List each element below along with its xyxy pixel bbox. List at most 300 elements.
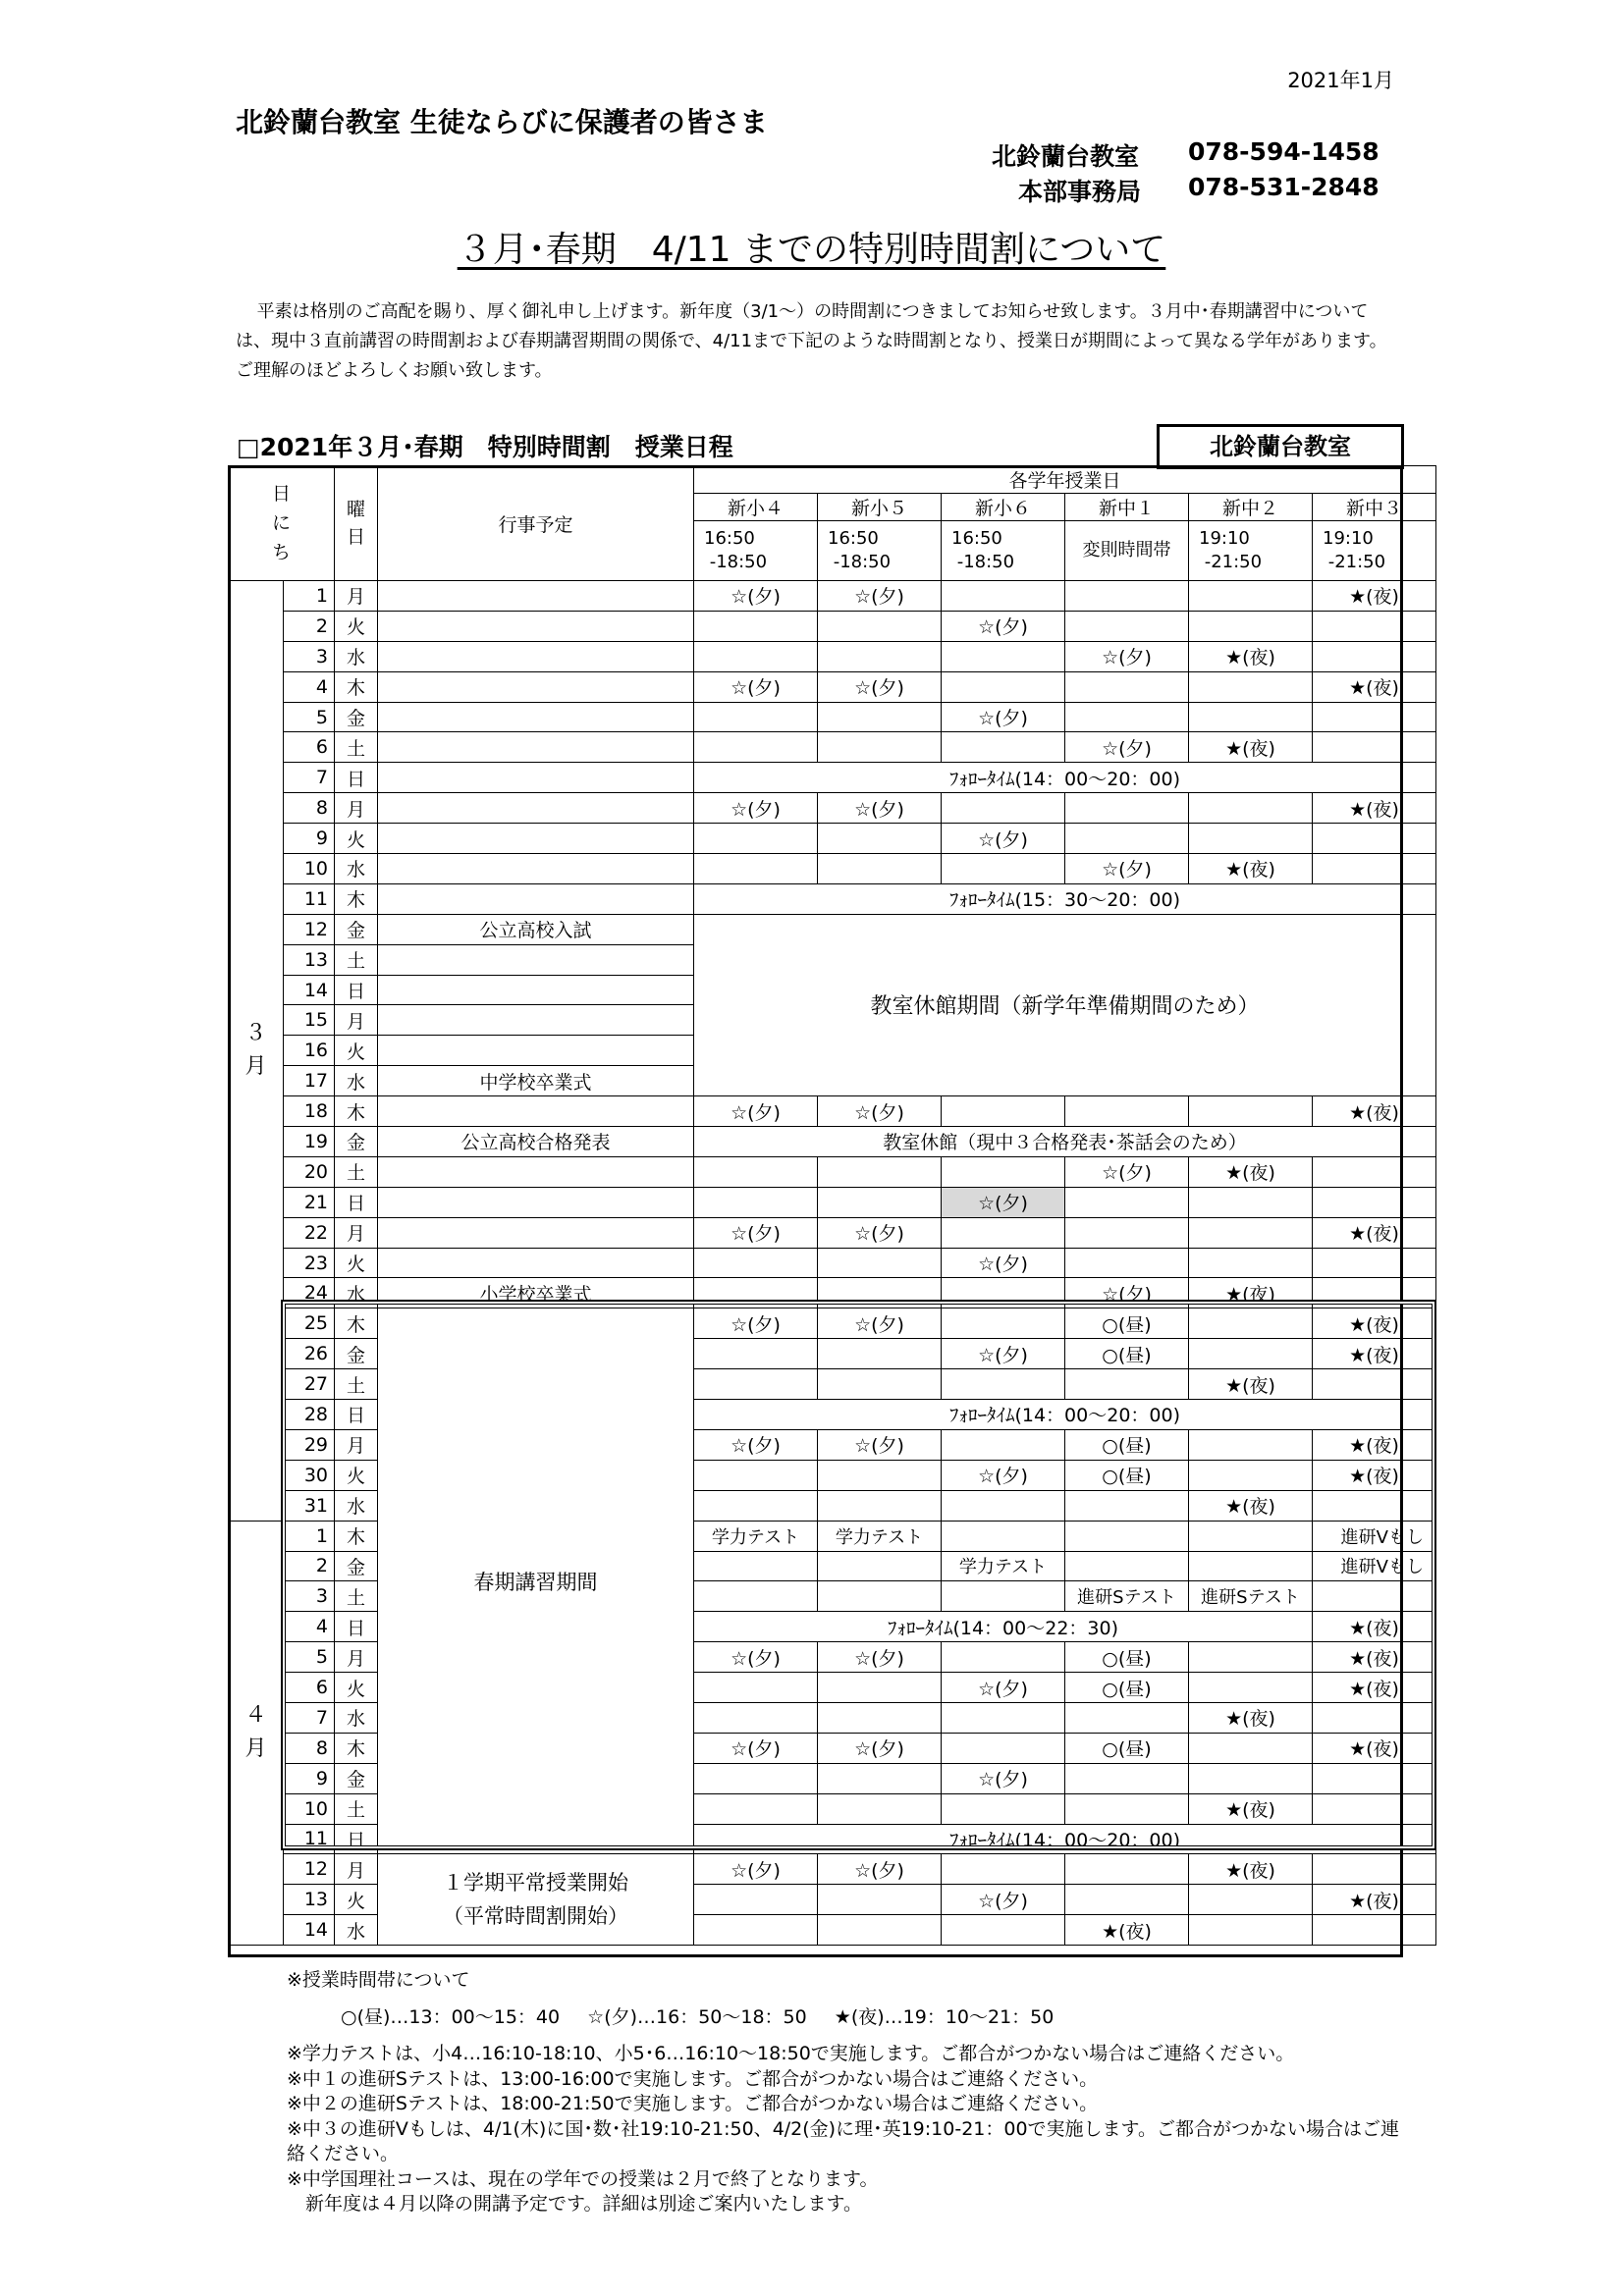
class-cell: ☆(夕)	[942, 1763, 1065, 1793]
weekday: 水	[335, 1278, 378, 1308]
class-cell: 進研Vもし	[1313, 1521, 1436, 1551]
contact-tel: 078-594-1458	[1188, 137, 1380, 166]
weekday: 金	[335, 914, 378, 944]
class-cell: ☆(夕)	[1065, 1156, 1189, 1187]
class-cell: ☆(夕)	[694, 671, 818, 702]
class-cell	[694, 824, 818, 854]
class-cell: ○(昼)	[1065, 1673, 1189, 1703]
class-cell	[818, 1793, 942, 1824]
class-cell	[818, 1248, 942, 1278]
day-number: 9	[284, 1763, 335, 1793]
day-number: 3	[284, 1581, 335, 1612]
note-line: ※中３の進研Vもしは、4/1(木)に国･数･社19:10-21:50、4/2(金)に理･英19:10-21：00で実施します。ご都合がつかない場合はご連絡ください。	[287, 2117, 1400, 2164]
event-cell	[378, 975, 694, 1005]
weekday: 木	[335, 1308, 378, 1339]
class-cell: 進研Sテスト	[1189, 1581, 1313, 1612]
class-cell: ☆(夕)	[942, 1187, 1065, 1217]
day-number: 14	[284, 975, 335, 1005]
class-cell: ★(夜)	[1313, 1460, 1436, 1490]
month-march: ３ 月	[229, 581, 284, 1522]
class-cell	[942, 1854, 1065, 1885]
event-cell	[378, 793, 694, 824]
class-cell	[1313, 1702, 1436, 1733]
event-cell	[378, 1096, 694, 1127]
weekday: 月	[335, 793, 378, 824]
note-time-title: ※授業時間帯について	[287, 1969, 470, 1991]
weekday: 月	[335, 1005, 378, 1036]
class-cell	[818, 824, 942, 854]
day-number: 12	[284, 1854, 335, 1885]
day-number: 1	[284, 581, 335, 612]
header-time: 変則時間帯	[1065, 521, 1189, 581]
class-cell: ☆(夕)	[942, 1673, 1065, 1703]
class-cell	[1189, 1885, 1313, 1915]
table-row	[229, 793, 1436, 824]
weekday: 月	[335, 1217, 378, 1248]
day-number: 4	[284, 1612, 335, 1642]
class-cell: ○(昼)	[1065, 1339, 1189, 1369]
weekday: 金	[335, 1763, 378, 1793]
class-cell: ☆(夕)	[818, 671, 942, 702]
class-cell: ☆(夕)	[694, 1733, 818, 1763]
weekday: 火	[335, 1885, 378, 1915]
weekday: 火	[335, 824, 378, 854]
class-cell	[942, 1915, 1065, 1946]
class-cell: ☆(夕)	[818, 1217, 942, 1248]
class-cell	[1065, 1096, 1189, 1127]
day-number: 3	[284, 641, 335, 671]
class-cell	[1313, 824, 1436, 854]
class-cell	[694, 641, 818, 671]
day-number: 25	[284, 1308, 335, 1339]
event-cell	[378, 824, 694, 854]
day-number: 5	[284, 1642, 335, 1673]
day-number: 21	[284, 1187, 335, 1217]
note-line: ※中２の進研Sテストは、18:00-21:50で実施します。ご都合がつかない場合はご連絡ください。	[287, 2093, 1099, 2114]
day-number: 17	[284, 1066, 335, 1096]
class-cell	[694, 854, 818, 884]
class-cell	[942, 1702, 1065, 1733]
event-cell	[378, 883, 694, 914]
event-cell	[378, 1187, 694, 1217]
weekday: 水	[335, 1066, 378, 1096]
weekday: 月	[335, 1854, 378, 1885]
class-cell	[1189, 1763, 1313, 1793]
closed-period: 教室休館期間（新学年準備期間のため）	[694, 914, 1436, 1095]
class-cell	[1189, 1460, 1313, 1490]
class-cell: 進研Vもし	[1313, 1551, 1436, 1581]
class-cell: ☆(夕)	[818, 1096, 942, 1127]
day-number: 13	[284, 944, 335, 975]
contact-tel: 078-531-2848	[1188, 173, 1380, 201]
event-cell	[378, 1248, 694, 1278]
class-cell: 進研Sテスト	[1065, 1581, 1189, 1612]
table-row	[229, 671, 1436, 702]
class-cell	[1313, 641, 1436, 671]
day-number: 8	[284, 793, 335, 824]
class-cell	[1189, 1915, 1313, 1946]
class-cell	[1065, 1702, 1189, 1733]
event-cell: 小学校卒業式	[378, 1278, 694, 1308]
class-cell	[1065, 793, 1189, 824]
day-number: 19	[284, 1127, 335, 1157]
class-cell	[1065, 581, 1189, 612]
class-cell	[818, 1369, 942, 1400]
header-grade: 新中１	[1065, 494, 1189, 521]
class-cell	[1065, 1793, 1189, 1824]
class-cell: ★(夜)	[1313, 671, 1436, 702]
class-cell: ☆(夕)	[942, 1460, 1065, 1490]
class-cell	[942, 854, 1065, 884]
table-row	[229, 1217, 1436, 1248]
class-cell: ★(夜)	[1189, 1156, 1313, 1187]
day-number: 10	[284, 1793, 335, 1824]
class-cell	[818, 1187, 942, 1217]
class-cell	[1313, 732, 1436, 763]
class-cell: ★(夜)	[1313, 1429, 1436, 1460]
class-cell: ☆(夕)	[1065, 1278, 1189, 1308]
class-cell: ★(夜)	[1313, 1673, 1436, 1703]
day-number: 7	[284, 1702, 335, 1733]
table-row	[229, 611, 1436, 641]
class-cell	[694, 1248, 818, 1278]
time-slot-list	[287, 2005, 1406, 2031]
intro-text: 平素は格別のご高配を賜り、厚く御礼申し上げます。新年度（3/1～）の時間割につきましてお知らせ致します。３月中･春期講習中については、現中３直前講習の時間割および春期講習期間の関係で、4/11まで下記のような時間割となり、授業日が期間によって異なる学年があります。ご理解のほどよろしくお願い致します。	[236, 301, 1387, 381]
class-cell	[942, 1642, 1065, 1673]
class-cell	[942, 1278, 1065, 1308]
table-row	[229, 1248, 1436, 1278]
class-cell	[1065, 671, 1189, 702]
class-cell: ☆(夕)	[694, 1217, 818, 1248]
class-cell: ★(夜)	[1065, 1915, 1189, 1946]
event-cell	[378, 854, 694, 884]
header-time: 16:50 -18:50	[818, 521, 942, 581]
class-cell	[818, 1581, 942, 1612]
class-cell: ☆(夕)	[694, 1429, 818, 1460]
weekday: 日	[335, 975, 378, 1005]
day-number: 16	[284, 1036, 335, 1066]
contact-classroom	[992, 137, 1380, 173]
class-cell: ★(夜)	[1189, 732, 1313, 763]
class-cell	[1313, 854, 1436, 884]
day-number: 22	[284, 1217, 335, 1248]
class-cell: ☆(夕)	[694, 1642, 818, 1673]
header-time: 19:10 -21:50	[1313, 521, 1436, 581]
contact-label: 北鈴蘭台教室	[992, 142, 1140, 171]
class-cell: 学力テスト	[942, 1551, 1065, 1581]
class-cell	[1065, 1551, 1189, 1581]
class-cell	[1065, 1217, 1189, 1248]
day-number: 24	[284, 1278, 335, 1308]
class-cell	[818, 611, 942, 641]
span-note: ﾌｫﾛｰﾀｲﾑ(14：00～20：00)	[694, 1824, 1436, 1854]
class-cell: ★(夜)	[1313, 581, 1436, 612]
class-cell	[1189, 671, 1313, 702]
event-cell	[378, 581, 694, 612]
event-cell: 中学校卒業式	[378, 1066, 694, 1096]
header-time: 16:50 -18:50	[942, 521, 1065, 581]
header-weekday: 曜 日	[335, 466, 378, 581]
span-note: ﾌｫﾛｰﾀｲﾑ(15：30～20：00)	[694, 883, 1436, 914]
class-cell	[1189, 1248, 1313, 1278]
table-row	[229, 1096, 1436, 1127]
class-cell	[818, 1885, 942, 1915]
class-cell: ☆(夕)	[942, 611, 1065, 641]
header-grade: 新中３	[1313, 494, 1436, 521]
class-cell: ★(夜)	[1313, 1733, 1436, 1763]
day-number: 29	[284, 1429, 335, 1460]
class-cell	[942, 1733, 1065, 1763]
class-cell	[1313, 1581, 1436, 1612]
table-row	[229, 641, 1436, 671]
weekday: 火	[335, 1673, 378, 1703]
schedule-table	[228, 465, 1436, 1946]
class-cell	[942, 641, 1065, 671]
contact-label: 本部事務局	[1018, 178, 1142, 206]
class-cell	[818, 1278, 942, 1308]
class-cell	[1065, 702, 1189, 732]
weekday: 金	[335, 1127, 378, 1157]
class-cell	[1313, 1369, 1436, 1400]
class-cell	[1189, 1096, 1313, 1127]
header-grade: 新小５	[818, 494, 942, 521]
schedule-title: □2021年３月･春期 特別時間割 授業日程	[237, 433, 733, 461]
weekday: 金	[335, 702, 378, 732]
class-cell	[942, 1156, 1065, 1187]
weekday: 日	[335, 1612, 378, 1642]
class-cell: ☆(夕)	[818, 1733, 942, 1763]
class-cell	[1313, 1763, 1436, 1793]
class-cell	[1189, 1339, 1313, 1369]
class-cell	[694, 1187, 818, 1217]
class-cell	[942, 1429, 1065, 1460]
header-grades-caption: 各学年授業日	[694, 466, 1436, 494]
time-slot: ○(昼)…13：00～15：40	[341, 2005, 561, 2028]
class-cell	[818, 1763, 942, 1793]
day-number: 30	[284, 1460, 335, 1490]
day-number: 7	[284, 763, 335, 793]
weekday: 土	[335, 732, 378, 763]
class-cell	[818, 1915, 942, 1946]
weekday: 水	[335, 641, 378, 671]
weekday: 木	[335, 883, 378, 914]
class-cell: ○(昼)	[1065, 1429, 1189, 1460]
weekday: 土	[335, 1369, 378, 1400]
note-line: ※中１の進研Sテストは、13:00-16:00で実施します。ご都合がつかない場合はご連絡ください。	[287, 2067, 1099, 2090]
weekday: 火	[335, 1248, 378, 1278]
day-number: 6	[284, 1673, 335, 1703]
class-cell	[1189, 1733, 1313, 1763]
class-cell	[1065, 1369, 1189, 1400]
class-cell	[1189, 581, 1313, 612]
class-cell	[694, 1763, 818, 1793]
class-cell: ★(夜)	[1189, 1278, 1313, 1308]
class-cell	[1313, 1278, 1436, 1308]
class-cell	[818, 1551, 942, 1581]
weekday: 木	[335, 1096, 378, 1127]
class-cell: ★(夜)	[1313, 1885, 1436, 1915]
class-cell	[694, 1339, 818, 1369]
day-number: 8	[284, 1733, 335, 1763]
table-row	[229, 1308, 1436, 1339]
class-cell	[1189, 1521, 1313, 1551]
event-cell	[378, 611, 694, 641]
event-cell: 公立高校合格発表	[378, 1127, 694, 1157]
greeting: 北鈴蘭台教室 生徒ならびに保護者の皆さま	[236, 106, 768, 138]
class-cell	[942, 1581, 1065, 1612]
class-cell: ☆(夕)	[942, 702, 1065, 732]
class-cell: ★(夜)	[1189, 641, 1313, 671]
weekday: 日	[335, 763, 378, 793]
day-number: 20	[284, 1156, 335, 1187]
class-cell: ★(夜)	[1189, 1793, 1313, 1824]
page-title: ３月･春期 4/11 までの特別時間割について	[457, 230, 1166, 270]
day-number: 15	[284, 1005, 335, 1036]
table-row	[229, 854, 1436, 884]
span-note: ﾌｫﾛｰﾀｲﾑ(14：00～20：00)	[694, 1400, 1436, 1430]
class-cell: ★(夜)	[1313, 1642, 1436, 1673]
table-row	[229, 914, 1436, 944]
header-grade: 新小６	[942, 494, 1065, 521]
class-cell: ☆(夕)	[694, 1096, 818, 1127]
class-cell	[818, 1702, 942, 1733]
class-cell	[818, 732, 942, 763]
weekday: 日	[335, 1400, 378, 1430]
class-cell: ☆(夕)	[694, 1308, 818, 1339]
class-cell: ☆(夕)	[1065, 732, 1189, 763]
class-cell	[694, 1278, 818, 1308]
class-cell	[1189, 1673, 1313, 1703]
notes	[287, 1968, 1406, 2217]
class-cell	[942, 1369, 1065, 1400]
event-cell	[378, 1217, 694, 1248]
class-cell: ☆(夕)	[818, 793, 942, 824]
class-cell: ☆(夕)	[942, 1885, 1065, 1915]
weekday: 月	[335, 1429, 378, 1460]
class-cell	[694, 1702, 818, 1733]
weekday: 日	[335, 1824, 378, 1854]
class-cell: ☆(夕)	[694, 793, 818, 824]
header-events: 行事予定	[378, 466, 694, 581]
weekday: 土	[335, 1793, 378, 1824]
day-number: 1	[284, 1521, 335, 1551]
event-cell	[378, 944, 694, 975]
class-cell: ★(夜)	[1189, 1369, 1313, 1400]
class-cell	[694, 1581, 818, 1612]
issue-date: 2021年1月	[1287, 69, 1394, 92]
class-cell	[694, 1793, 818, 1824]
class-cell: ☆(夕)	[694, 1854, 818, 1885]
day-number: 28	[284, 1400, 335, 1430]
day-number: 6	[284, 732, 335, 763]
weekday: 火	[335, 1460, 378, 1490]
class-cell: ○(昼)	[1065, 1308, 1189, 1339]
class-cell: ☆(夕)	[818, 1642, 942, 1673]
class-cell	[818, 641, 942, 671]
class-cell: ★(夜)	[1189, 1702, 1313, 1733]
class-cell	[1313, 1854, 1436, 1885]
class-cell	[1065, 1248, 1189, 1278]
class-cell: ★(夜)	[1313, 1339, 1436, 1369]
class-cell	[1313, 1156, 1436, 1187]
class-cell: ★(夜)	[1189, 1854, 1313, 1885]
event-cell	[378, 1036, 694, 1066]
class-cell	[694, 1551, 818, 1581]
day-number: 11	[284, 1824, 335, 1854]
class-cell	[694, 1673, 818, 1703]
weekday: 土	[335, 1156, 378, 1187]
class-cell: ★(夜)	[1313, 1217, 1436, 1248]
class-cell: ★(夜)	[1313, 1096, 1436, 1127]
table-row	[229, 1156, 1436, 1187]
day-number: 9	[284, 824, 335, 854]
event-cell	[378, 763, 694, 793]
class-cell	[1313, 702, 1436, 732]
weekday: 土	[335, 944, 378, 975]
class-cell	[818, 702, 942, 732]
header-date: 日 に ち	[229, 466, 335, 581]
class-cell: ★(夜)	[1313, 793, 1436, 824]
class-cell: ☆(夕)	[942, 824, 1065, 854]
class-cell	[694, 1915, 818, 1946]
span-note: ﾌｫﾛｰﾀｲﾑ(14：00～20：00)	[694, 763, 1436, 793]
class-cell	[818, 854, 942, 884]
class-cell	[694, 611, 818, 641]
day-number: 4	[284, 671, 335, 702]
table-row	[229, 1127, 1436, 1157]
class-cell	[1189, 611, 1313, 641]
day-number: 13	[284, 1885, 335, 1915]
class-cell: ☆(夕)	[694, 581, 818, 612]
weekday: 木	[335, 671, 378, 702]
class-cell	[694, 1156, 818, 1187]
class-cell	[1313, 1248, 1436, 1278]
table-row	[229, 581, 1436, 612]
class-cell	[694, 702, 818, 732]
class-cell	[1065, 611, 1189, 641]
note-line: ※学力テストは、小4…16:10-18:10、小5･6…16:10～18:50で実施します。ご都合がつかない場合はご連絡ください。	[287, 2043, 1295, 2064]
table-row	[229, 1278, 1436, 1308]
weekday: 木	[335, 1733, 378, 1763]
table-row	[229, 1187, 1436, 1217]
class-cell	[942, 793, 1065, 824]
day-number: 10	[284, 854, 335, 884]
span-note: ﾌｫﾛｰﾀｲﾑ(14：00～22：30)	[694, 1612, 1313, 1642]
class-cell: ☆(夕)	[1065, 854, 1189, 884]
class-cell	[694, 732, 818, 763]
class-cell	[1065, 1521, 1189, 1551]
event-cell	[378, 732, 694, 763]
class-cell: 学力テスト	[818, 1521, 942, 1551]
weekday: 日	[335, 1187, 378, 1217]
day-number: 27	[284, 1369, 335, 1400]
note-line: ※中学国理社コースは、現在の学年での授業は２月で終了となります。	[287, 2167, 879, 2190]
class-cell	[818, 1156, 942, 1187]
class-cell: ☆(夕)	[942, 1248, 1065, 1278]
header-time: 16:50 -18:50	[694, 521, 818, 581]
class-cell	[1313, 1187, 1436, 1217]
event-cell	[378, 641, 694, 671]
class-cell	[942, 1521, 1065, 1551]
day-number: 31	[284, 1490, 335, 1521]
weekday: 火	[335, 1036, 378, 1066]
class-cell	[694, 1369, 818, 1400]
day-number: 14	[284, 1915, 335, 1946]
class-cell: 学力テスト	[694, 1521, 818, 1551]
class-cell: ○(昼)	[1065, 1733, 1189, 1763]
class-cell	[1189, 1642, 1313, 1673]
class-cell: ★(夜)	[1189, 854, 1313, 884]
